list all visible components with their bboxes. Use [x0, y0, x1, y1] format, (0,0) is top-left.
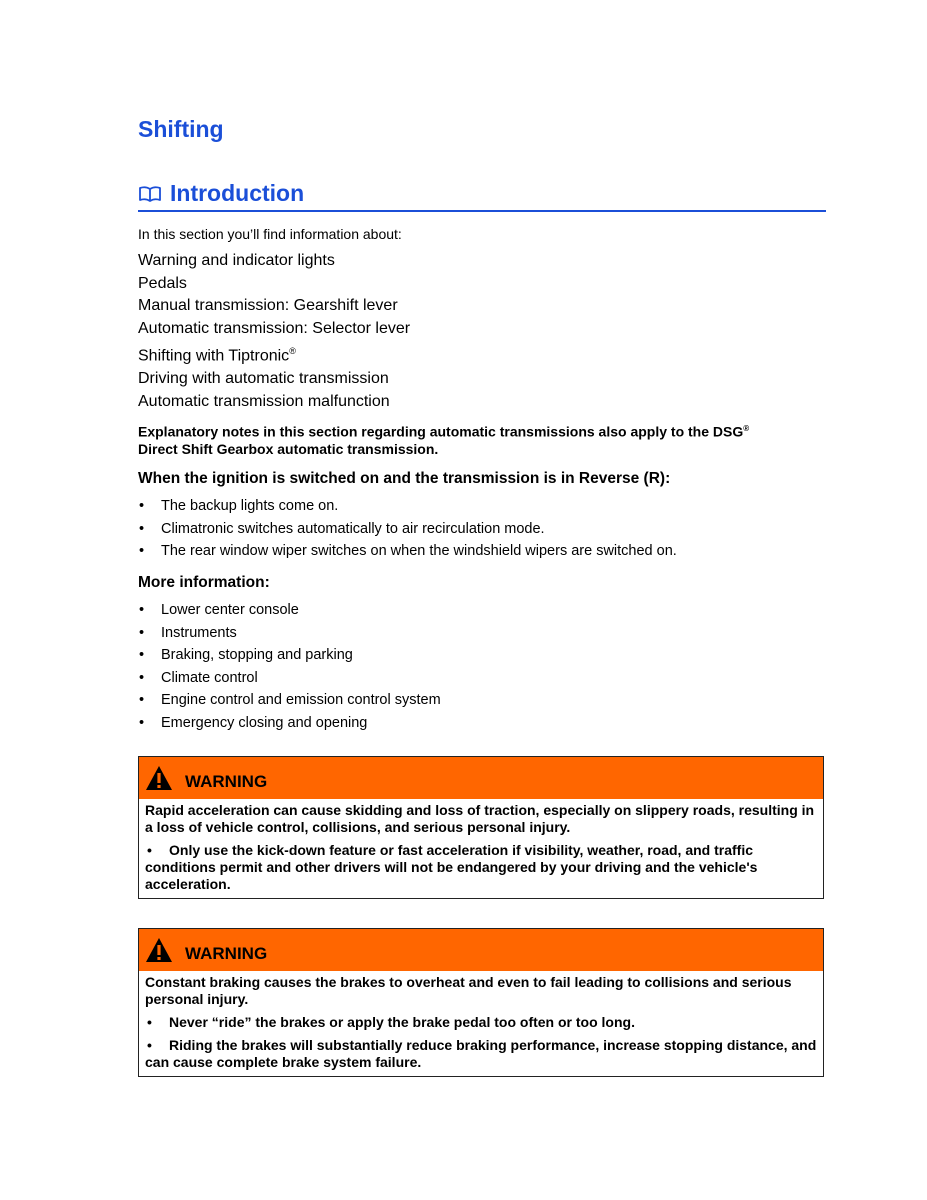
warning-text: Constant braking causes the brakes to overheat and even to fail leading to collisions and serious personal injury.	[145, 974, 792, 1007]
list-item[interactable]: Automatic transmission malfunction	[138, 392, 390, 410]
warning-body	[139, 799, 823, 898]
warning-bullet: • Never “ride” the brakes or apply the brake pedal too often or too long.	[147, 1014, 635, 1030]
list-item: • The rear window wiper switches on when the windshield wipers are switched on.	[139, 543, 677, 559]
warning-box	[138, 928, 824, 1077]
list-item[interactable]: • Braking, stopping and parking	[139, 647, 353, 663]
list-item: • Climatronic switches automatically to air recirculation mode.	[139, 520, 545, 537]
reverse-list	[138, 495, 677, 563]
more-info-heading: More information:	[138, 574, 270, 591]
list-item[interactable]: • Emergency closing and opening	[139, 714, 368, 731]
warning-bullet: • Riding the brakes will substantially reduce braking performance, increase stopping distance, and can cause complete brake system failure.	[145, 1037, 817, 1070]
warning-triangle-icon	[145, 937, 173, 963]
section-heading	[138, 180, 826, 212]
warning-header	[139, 757, 823, 799]
list-item[interactable]: • Lower center console	[139, 602, 299, 618]
list-item[interactable]: Shifting with Tiptronic®	[138, 346, 296, 365]
list-item[interactable]: Warning and indicator lights	[138, 252, 335, 269]
list-item: • The backup lights come on.	[139, 498, 339, 514]
more-info-list	[138, 599, 441, 734]
list-item[interactable]: Automatic transmission: Selector lever	[138, 319, 411, 337]
registered-mark: ®	[289, 346, 296, 357]
warning-triangle-icon	[145, 765, 173, 791]
warning-label: WARNING	[185, 772, 268, 791]
list-item[interactable]: Manual transmission: Gearshift lever	[138, 297, 398, 315]
warning-bullet: • Only use the kick-down feature or fast acceleration if visibility, weather, road, and traffic conditions permit and other drivers will not be endangered by your driving and the vehicle's acceleration.	[145, 842, 758, 892]
list-item[interactable]: • Instruments	[139, 624, 237, 641]
intro-text: In this section you’ll find information about:	[138, 226, 402, 242]
section-title: Introduction	[170, 180, 305, 206]
list-item[interactable]: • Engine control and emission control system	[139, 692, 441, 708]
chapter-title: Shifting	[138, 116, 224, 142]
warning-label: WARNING	[185, 944, 268, 963]
warning-text: Rapid acceleration can cause skidding and loss of traction, especially on slippery roads, resulting in a loss of vehicle control, collisions, and serious personal injury.	[145, 802, 815, 835]
reverse-heading: When the ignition is switched on and the transmission is in Reverse (R):	[138, 470, 671, 487]
list-item[interactable]: • Climate control	[139, 669, 258, 686]
warning-body	[139, 971, 823, 1076]
topic-list	[138, 250, 410, 413]
registered-mark: ®	[743, 424, 750, 433]
warning-header	[139, 929, 823, 971]
dsg-note: Explanatory notes in this section regarding automatic transmissions also apply to the DSG® Direct Shift Gearbox automatic transmission.	[138, 423, 750, 457]
book-icon	[138, 186, 162, 202]
list-item[interactable]: Driving with automatic transmission	[138, 370, 389, 388]
list-item[interactable]: Pedals	[138, 274, 187, 292]
warning-box	[138, 756, 824, 899]
